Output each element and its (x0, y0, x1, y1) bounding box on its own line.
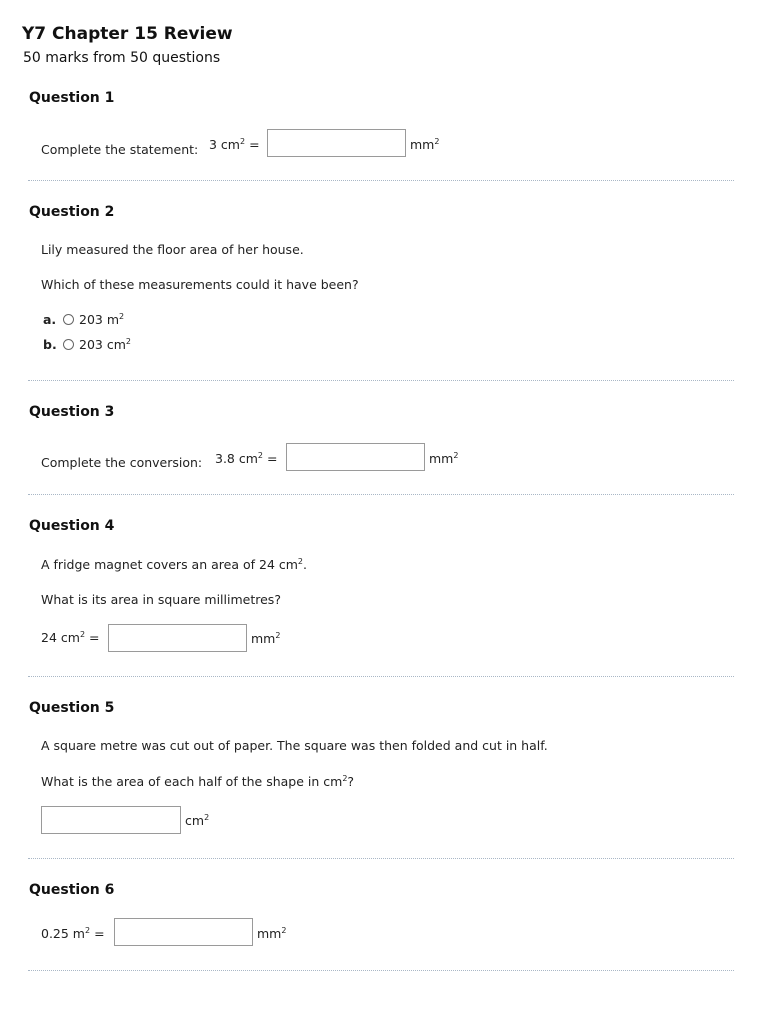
option-a-radio[interactable] (63, 314, 74, 325)
question-2-option-b[interactable] (43, 337, 131, 352)
question-3-prompt: Complete the conversion: (41, 455, 203, 470)
question-1-unit: $mm^2$ (410, 137, 440, 152)
page-subtitle: 50 marks from 50 questions (23, 50, 221, 66)
question-4-lhs: 24 $cm^2$ = (41, 630, 100, 645)
option-letter: b. (43, 337, 57, 352)
question-5-text-line-1: A square metre was cut out of paper. The square was then folded and cut in half. (41, 738, 548, 753)
question-1-prompt: Complete the statement: (41, 142, 199, 157)
question-6-heading: Question 6 (29, 882, 115, 898)
question-separator (28, 180, 734, 181)
option-b-label: 203 $cm^2$ (79, 337, 131, 352)
question-3-unit: $mm^2$ (429, 451, 459, 466)
question-1-heading: Question 1 (29, 90, 115, 106)
question-1-lhs: 3 $cm^2$ = (209, 137, 260, 152)
question-5-answer-input[interactable] (41, 806, 181, 834)
page-title: Y7 Chapter 15 Review (22, 24, 233, 44)
question-6-answer-input[interactable] (114, 918, 253, 946)
question-2-heading: Question 2 (29, 204, 115, 220)
question-separator (28, 494, 734, 495)
question-4-answer-input[interactable] (108, 624, 247, 652)
question-2-text-line-1: Lily measured the floor area of her house. (41, 242, 304, 257)
question-3-lhs: 3.8 $cm^2$ = (215, 451, 278, 466)
question-5-heading: Question 5 (29, 700, 115, 716)
question-5-unit: $cm^2$ (185, 813, 210, 828)
question-5-text-line-2: What is the area of each half of the shape in $cm^2$? (41, 774, 355, 789)
question-4-text-line-1: A fridge magnet covers an area of 24 $cm^2$. (41, 557, 307, 572)
question-separator (28, 858, 734, 859)
option-letter: a. (43, 312, 57, 327)
question-3-heading: Question 3 (29, 404, 115, 420)
question-1-answer-input[interactable] (267, 129, 406, 157)
question-6-unit: $mm^2$ (257, 926, 287, 941)
option-a-label: 203 $m^2$ (79, 312, 125, 327)
question-3-answer-input[interactable] (286, 443, 425, 471)
question-separator (28, 380, 734, 381)
question-separator (28, 970, 734, 971)
question-4-heading: Question 4 (29, 518, 115, 534)
question-2-option-a[interactable] (43, 312, 124, 327)
question-4-unit: $mm^2$ (251, 631, 281, 646)
option-b-radio[interactable] (63, 339, 74, 350)
question-2-text-line-2: Which of these measurements could it have been? (41, 277, 359, 292)
question-separator (28, 676, 734, 677)
question-6-lhs: 0.25 $m^2$ = (41, 926, 105, 941)
question-4-text-line-2: What is its area in square millimetres? (41, 592, 281, 607)
